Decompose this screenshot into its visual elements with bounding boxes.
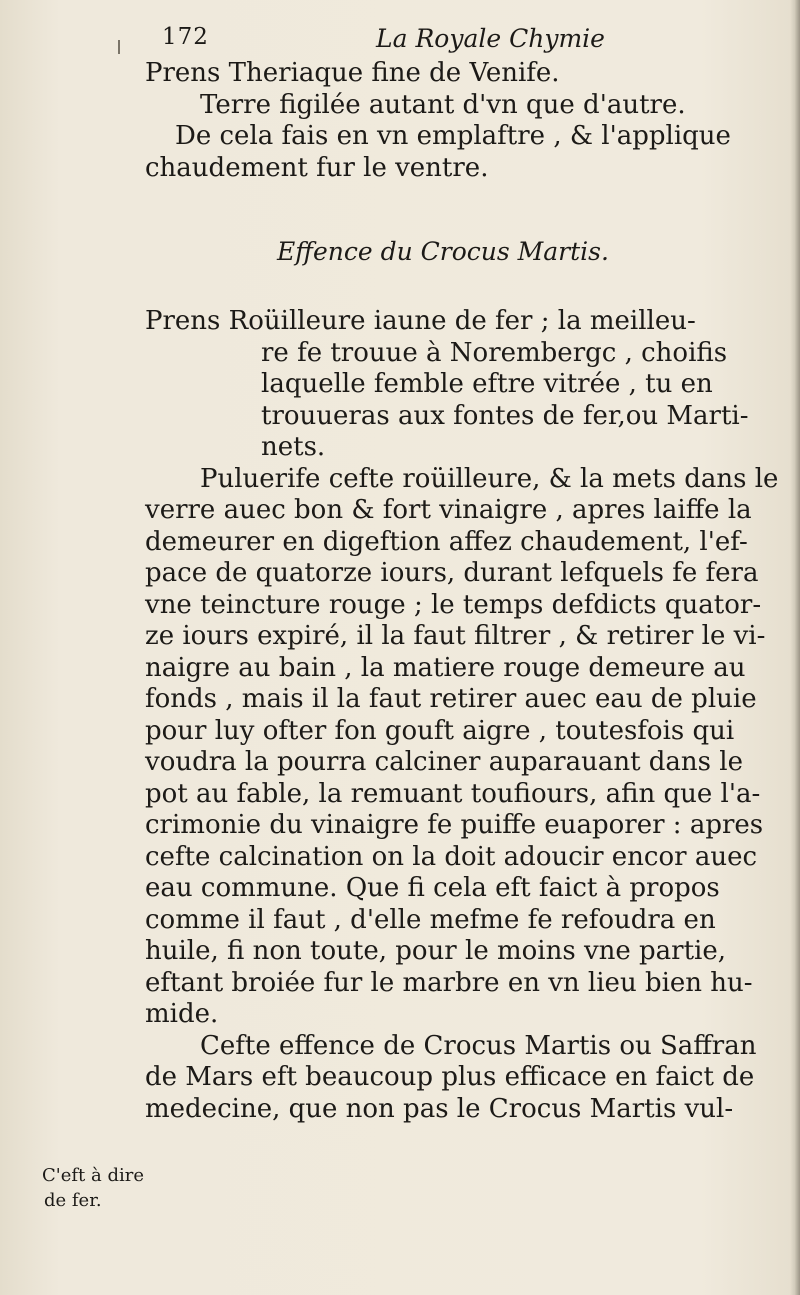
- text-line: Terre figilée autant d'vn que d'autre.: [200, 89, 686, 120]
- text-line: Prens Theriaque fine de Venife.: [145, 58, 560, 88]
- text-line: laquelle femble eftre vitrée , tu en: [261, 369, 713, 399]
- running-title: La Royale Chymie: [376, 24, 605, 53]
- text-line: pot au fable, la remuant toufiours, afin que l'a-: [145, 778, 761, 809]
- text-line: fonds , mais il la faut retirer auec eau de pluie: [145, 684, 757, 714]
- text-line: comme il faut , d'elle mefme fe refoudra en: [145, 904, 716, 935]
- section-heading: Effence du Crocus Martis.: [277, 237, 609, 266]
- text-line: pace de quatorze iours, durant lefquels fe fera: [145, 558, 759, 588]
- text-line: Prens Roüilleure iaune de fer ; la meilleu-: [145, 306, 696, 336]
- text-line: cefte calcination on la doit adoucir encor auec: [145, 841, 758, 872]
- text-line: verre auec bon & fort vinaigre , apres laiffe la: [145, 495, 752, 525]
- margin-note-line: de fer.: [44, 1190, 102, 1211]
- text-line: demeurer en digeftion affez chaudement, l'ef-: [145, 526, 748, 557]
- text-line: Cefte effence de Crocus Martis ou Saffran: [200, 1030, 757, 1061]
- text-line: eau commune. Que fi cela eft faict à propos: [145, 873, 720, 903]
- text-line: naigre au bain , la matiere rouge demeure au: [145, 652, 746, 683]
- text-line: mide.: [145, 999, 219, 1029]
- body-text: [145, 58, 795, 1125]
- text-line: pour luy ofter fon gouft aigre , toutesfois qui: [145, 715, 735, 746]
- gutter-mark: [118, 40, 120, 54]
- page-header: [162, 24, 632, 60]
- text-line: voudra la pourra calciner auparauant dans le: [145, 747, 743, 777]
- text-line: crimonie du vinaigre fe puiffe euaporer : apres: [145, 810, 764, 840]
- margin-note: [42, 1163, 152, 1213]
- page-number: 172: [162, 24, 209, 50]
- margin-note-line: C'eft à dire: [42, 1165, 144, 1186]
- text-line: vne teincture rouge ; le temps defdicts quator-: [145, 589, 762, 620]
- text-line: de Mars eft beaucoup plus efficace en faict de: [145, 1062, 755, 1092]
- text-line: trouueras aux fontes de fer,ou Marti-: [261, 400, 749, 431]
- text-line: De cela fais en vn emplaftre , & l'applique: [175, 121, 731, 151]
- text-line: re fe trouue à Norembergc , choifis: [261, 337, 728, 368]
- text-line: eftant broiée fur le marbre en vn lieu bien hu-: [145, 967, 753, 998]
- text-line: ze iours expiré, il la faut filtrer , & retirer le vi-: [145, 621, 766, 651]
- text-line: medecine, que non pas le Crocus Martis vul-: [145, 1093, 734, 1124]
- spacer: [145, 276, 795, 306]
- text-line: Puluerife cefte roüilleure, & la mets dans le: [200, 463, 779, 494]
- text-line: nets.: [261, 432, 326, 462]
- text-line: chaudement fur le ventre.: [145, 152, 489, 183]
- text-line: huile, fi non toute, pour le moins vne partie,: [145, 936, 727, 966]
- spacer: [145, 184, 795, 236]
